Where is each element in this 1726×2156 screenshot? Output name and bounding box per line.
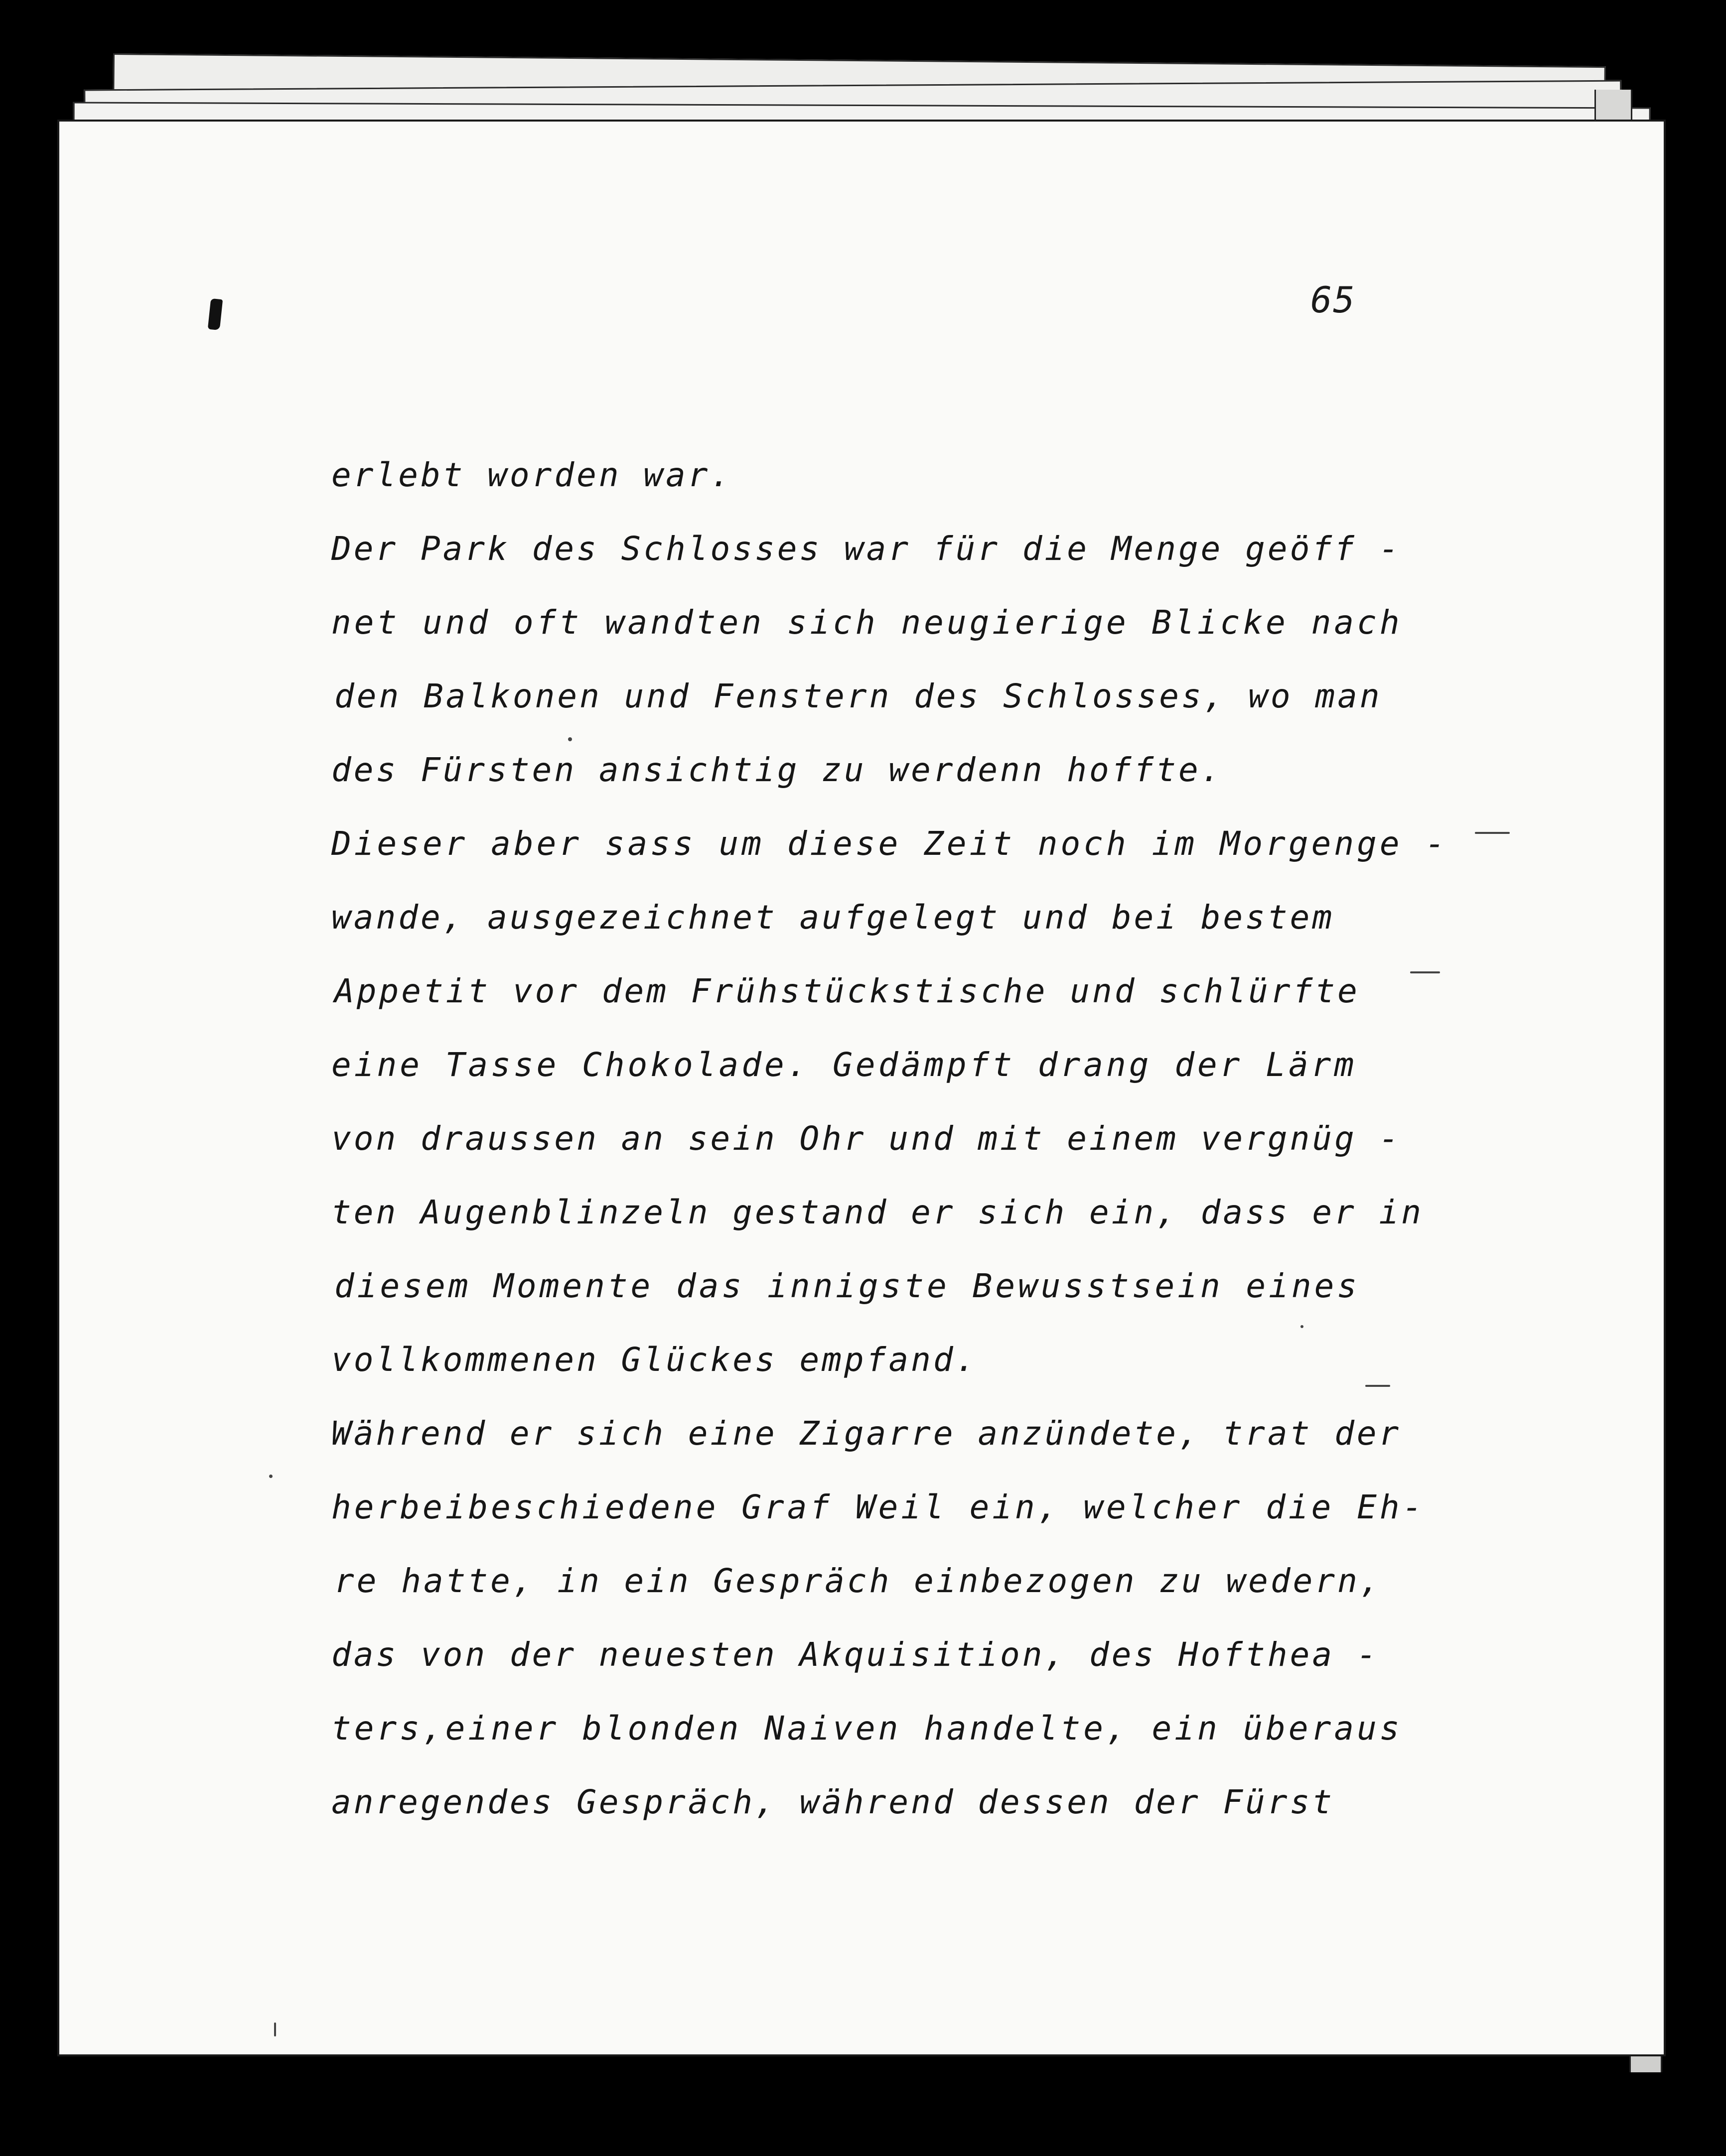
text-line: erlebt worden war. (331, 456, 733, 494)
paper-speck (1300, 1325, 1303, 1328)
text-line: des Fürsten ansichtig zu werdenn hoffte. (331, 751, 1223, 789)
text-line: Während er sich eine Zigarre anzündete, trat der (331, 1414, 1402, 1453)
text-line: ters,einer blonden Naiven handelte, ein überaus (331, 1709, 1403, 1748)
text-line: net und oft wandten sich neugierige Blicke nach (331, 603, 1403, 642)
text-line: herbeibeschiedene Graf Weil ein, welcher die Eh- (331, 1488, 1426, 1526)
text-line: eine Tasse Chokolade. Gedämpft drang der Lärm (331, 1046, 1357, 1084)
text-line: anregendes Gespräch, während dessen der Fürst (331, 1783, 1335, 1821)
page-number: 65 (1310, 279, 1356, 321)
paper-speck (274, 2022, 276, 2036)
text-line: re hatte, in ein Gespräch einbezogen zu wedern, (334, 1562, 1382, 1600)
text-line: vollkommenen Glückes empfand. (331, 1341, 978, 1379)
text-line: ten Augenblinzeln gestand er sich ein, dass er in (331, 1193, 1424, 1231)
text-line: Appetit vor dem Frühstückstische und schlürfte (334, 972, 1360, 1010)
text-line: Der Park des Schlosses war für die Menge geöff - (331, 530, 1402, 568)
text-line: Dieser aber sass um diese Zeit noch im Morgenge - (331, 824, 1448, 863)
text-line: wande, ausgezeichnet aufgelegt und bei bestem (331, 898, 1335, 937)
paper-speck (1365, 1385, 1390, 1387)
text-line: das von der neuesten Akquisition, des Hofthea - (331, 1635, 1379, 1674)
paper-speck (1410, 971, 1440, 973)
typewritten-text (331, 438, 1487, 1839)
paper-speck (1475, 832, 1510, 834)
text-line: diesem Momente das innigste Bewusstsein eines (334, 1267, 1360, 1305)
paper-speck (568, 737, 572, 741)
text-line: den Balkonen und Fenstern des Schlosses, wo man (334, 677, 1382, 715)
text-line: von draussen an sein Ohr und mit einem vergnüg - (331, 1119, 1402, 1158)
paper-speck (269, 1475, 273, 1478)
